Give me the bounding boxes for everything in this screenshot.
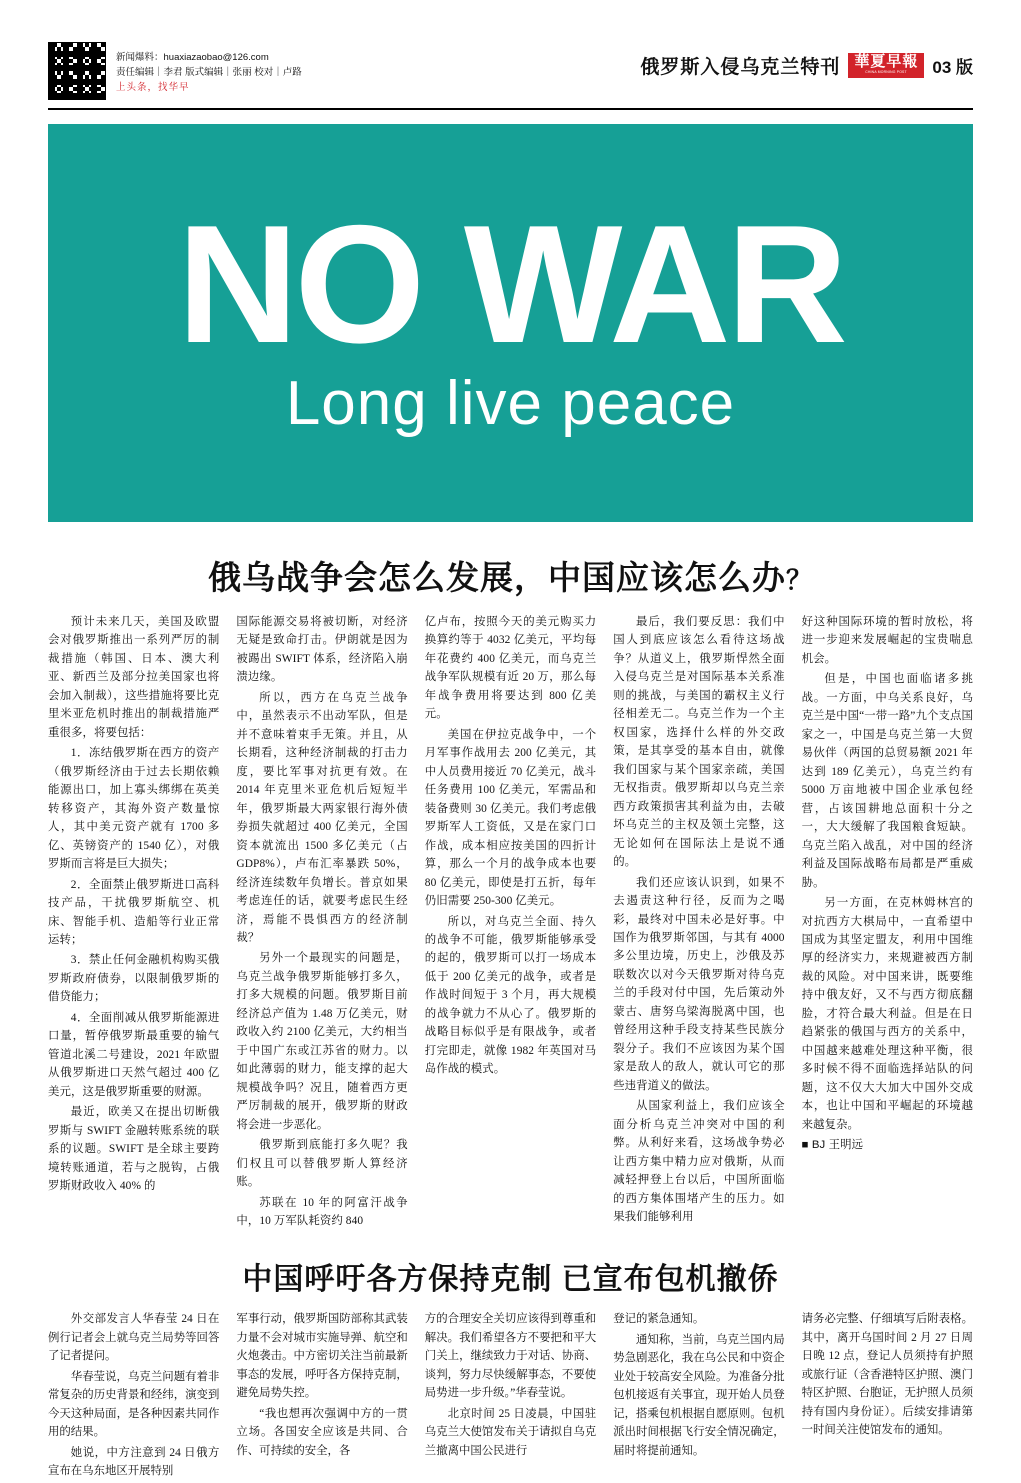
publication-logo-en: CHINA MORNING POST: [865, 70, 908, 74]
publication-logo-cn: 華夏早報: [854, 54, 919, 71]
banner-word-war: WAR: [421, 190, 844, 379]
banner-smile-o: [294, 190, 422, 379]
article2-column-2: 军事行动，俄罗斯国防部称其武装力量不会对城市实施导弹、航空和火炮袭击。中方密切关注当前最新事态的发展，呼吁各方保持克制，避免局势失控。 “我也想再次强调中方的一贯立场。各国安全应该是共同、合作、可持续的安全，各: [236, 1313, 408, 1457]
slogan: 上头条，找华早: [116, 82, 190, 94]
masthead-divider: [48, 108, 973, 110]
no-war-banner: [48, 124, 973, 522]
tip-line: 新闻爆料：huaxiazaobao@126.com: [116, 52, 269, 63]
special-issue-title: 俄罗斯入侵乌克兰特刊: [640, 57, 841, 78]
article1-column-5: 好这种国际环境的暂时放松，将进一步迎来发展崛起的宝贵喘息机会。 但是，中国也面临诸多挑战。一方面，中乌关系良好，乌克兰是中国“一带一路”九个支点国家之一，中国是乌克兰第一大贸易伙伴（两国的总贸易额 2021 年达到 189 亿美元），乌克兰约有 5000 万亩地被中国企业承包经营，占该国耕地总面积十分之一，大大缓解了我国粮食短缺。乌克兰陷入战乱，对中国的经济利益及国际战略布局都是严重威胁。 另一方面，在克林姆林宫的对抗西方大棋局中，一直希望中国成为其坚定盟友，利用中国维厚的经济实力，来规避被西方制裁的风险。对中国来讲，既要维持中俄友好，又不与西方彻底翻脸，才符合最大利益。但是在日趋紧张的俄国与西方的关系中，中国越来越难处理这种平衡，很多时候不得不面临选择站队的问题，这不仅大大加大中国外交成本，也让中国和平崛起的环境越来越复杂。 ■ BJ 王明远: [802, 613, 973, 1232]
article1-column-3: 亿卢布，按照今天的美元购买力换算约等于 4032 亿美元，平均每年花费约 400 亿美元，而乌克兰战争军队规模有近 20 万，那么每年战争费用将要达到 800 亿美元。 美国在伊拉克战争中，一个月军事作战用去 200 亿美元，其中人员费用接近 70 亿美元，战斗任务费用 100 亿美元，军需品和装备费则 30 亿美元。我们考虑俄罗斯军人工资低，又是在家门口作战，成本相应按美国的四折计算，那么一个月的战争成本也要 80 亿美元，即使是打五折，每年仍旧需要 250-300 亿美元。 所以，对乌克兰全面、持久的战争不可能，俄罗斯能够承受的起的，俄罗斯可以打一场成本低于 200 亿美元的战争，或者是作战时间短于 3 个月，再大规模的战争就力不从心了。俄罗斯的战略目标似乎是有限战争，或者打完即走，就像 1982 年英国对马岛作战的模式。: [424, 616, 597, 1076]
masthead: [48, 0, 973, 100]
article1-headline-text: 俄乌战争会怎么发展，中国应该怎么办: [207, 559, 786, 596]
article2-column-5: 请务必完整、仔细填写后附表格。其中，离开乌国时间 2 月 27 日周日晚 12 点，登记人员须持有护照或旅行证（含香港特区护照、澳门特区护照、台胞证，无护照人员须持有国内身份证）。后续安排请第一时间关注使馆发布的通知。: [801, 1313, 973, 1437]
banner-letter-o: O: [294, 190, 422, 379]
publication-logo[interactable]: [848, 53, 924, 78]
article1-body: [48, 613, 973, 1232]
masthead-info: [116, 42, 302, 96]
article1-column-2: 国际能源交易将被切断，对经济无疑是致命打击。伊朗就是因为被踢出 SWIFT 体系，经济陷入崩溃边缘。 所以，西方在乌克兰战争中，虽然表示不出动军队，但是并不意味着束手无策。并且，从长期看，这种经济制裁的打击力度，要比军事对抗更有效。在 2014 年克里米亚危机后短短半年，俄罗斯最大两家银行海外债券损失就超过 400 亿美元，全国资本就流出 1500 多亿美元（占 GDP8%），卢布汇率暴跌 50%，经济连续数年负增长。普京如果考虑连任的话，就要考虑民生经济，焉能不畏惧西方的经济制裁？ 另外一个最现实的问题是，乌克兰战争俄罗斯能够打多久，打多大规模的问题。俄罗斯目前经济总产值为 1.48 万亿美元，财政收入约 2100 亿美元，大约相当于中国广东或江苏省的财力。以如此薄弱的财力，能支撑的起大规模战争吗？况且，随着西方更严厉制裁的展开，俄罗斯的财政将会进一步恶化。 俄罗斯到底能打多久呢？我们权且可以替俄罗斯人算经济账。 苏联在 10 年的阿富汗战争中，10 万军队耗资约 840: [236, 616, 408, 1227]
masthead-left: [48, 42, 302, 100]
article2-column-4: 登记的紧急通知。 通知称，当前，乌克兰国内局势急剧恶化，我在乌公民和中资企业处于较高安全风险。为准备分批包机接返有关事宜，现开始人员登记，搭乘包机根据自愿原则。包机派出时间根据飞行安全情况确定，届时将提前通知。: [613, 1313, 785, 1457]
banner-headline: [177, 190, 844, 379]
banner-subheadline: Long live peace: [285, 368, 736, 438]
masthead-right: [640, 42, 973, 79]
article1-headline: [48, 552, 973, 599]
article2-column-3: 方的合理安全关切应该得到尊重和解决。我们希望各方不要把和平大门关上，继续致力于对话、协商、谈判，努力尽快缓解事态，不要使局势进一步升级。”华春莹说。 北京时间 25 日凌晨，中国驻乌克兰大使馆发布关于请拟自乌克兰撤离中国公民进行: [424, 1313, 597, 1457]
article2-body: [48, 1310, 973, 1482]
article2-column-1: 外交部发言人华春莹 24 日在例行记者会上就乌克兰局势等回答了记者提问。 华春莹说，乌克兰问题有着非常复杂的历史背景和经纬，演变到今天这种局面，是各种因素共同作用的结果。 她说，中方注意到 24 日俄方宣布在乌东地区开展特别: [48, 1313, 220, 1478]
article1-headline-question-mark: ？: [785, 565, 813, 595]
article1-signature: ■ BJ 王明远: [801, 1139, 864, 1152]
credits-line: 责任编辑｜李君 版式编辑｜张丽 校对｜卢路: [116, 67, 302, 79]
article2-headline: 中国呼吁各方保持克制 已宣布包机撤侨: [242, 1263, 779, 1297]
article1-column-1: 预计未来几天，美国及欧盟会对俄罗斯推出一系列严厉的制裁措施（韩国、日本、澳大利亚、新西兰及部分拉美国家也将会加入制裁），这些措施将要比克里米亚危机时推出的制裁措施严重很多，将要包括： 1．冻结俄罗斯在西方的资产（俄罗斯经济由于过去长期依赖能源出口，加上寡头绑绑在英美转移资产，其海外资产数量惊人，其中美元资产就有 1700 多亿、英镑资产的 1540 亿），对俄罗斯而言将是巨大损失； 2．全面禁止俄罗斯进口高科技产品，干扰俄罗斯航空、机床、智能手机、造船等行业正常运转； 3．禁止任何金融机构购买俄罗斯政府债券，以限制俄罗斯的借贷能力； 4．全面削减从俄罗斯能源进口量，暂停俄罗斯最重要的输气管道北溪二号建设，2021 年欧盟从俄罗斯进口天然气超过 400 亿美元，这是俄罗斯重要的财源。 最近，欧美又在提出切断俄罗斯与 SWIFT 金融转账系统的联系的议题。SWIFT 是全球主要跨境转账通道，若与之脱钩，占俄罗斯财政收入 40% 的: [48, 616, 220, 1193]
qr-code-icon[interactable]: [48, 42, 106, 100]
banner-letter-n: N: [177, 190, 295, 379]
article1-column-4: 最后，我们要反思：我们中国人到底应该怎么看待这场战争？从道义上，俄罗斯悍然全面入侵乌克兰是对国际基本关系准则的挑战，与美国的霸权主义行径相差无二。乌克兰作为一个主权国家，选择什么样的外交政策，是其享受的基本自由，就像我们国家与某个国家亲疏，美国无权指责。俄罗斯却以乌克兰亲西方政策损害其利益为由，去破坏乌克兰的主权及领土完整，这无论如何在国际法上是说不通的。 我们还应该认识到，如果不去遏责这种行径，反而为之喝彩，最终对中国未必是好事。中国作为俄罗斯邻国，与其有 4000 多公里边境，历史上，沙俄及苏联数次以对今天俄罗斯对待乌克兰的手段对付中国，先后策动外蒙古、唐努乌梁海脱离中国，也曾经用这种手段支持某些民族分裂分子。我们不应该因为某个国家是敌人的敌人，就认可它的那些违背道义的做法。 从国家利益上，我们应该全面分析乌克兰冲突对中国的利弊。从利好来看，这场战争势必让西方集中精力应对俄斯，从而减轻押登上台以后，中国所面临的西方集体围堵产生的压力。如果我们能够利用: [613, 616, 785, 1223]
page-number: 03 版: [932, 58, 973, 77]
